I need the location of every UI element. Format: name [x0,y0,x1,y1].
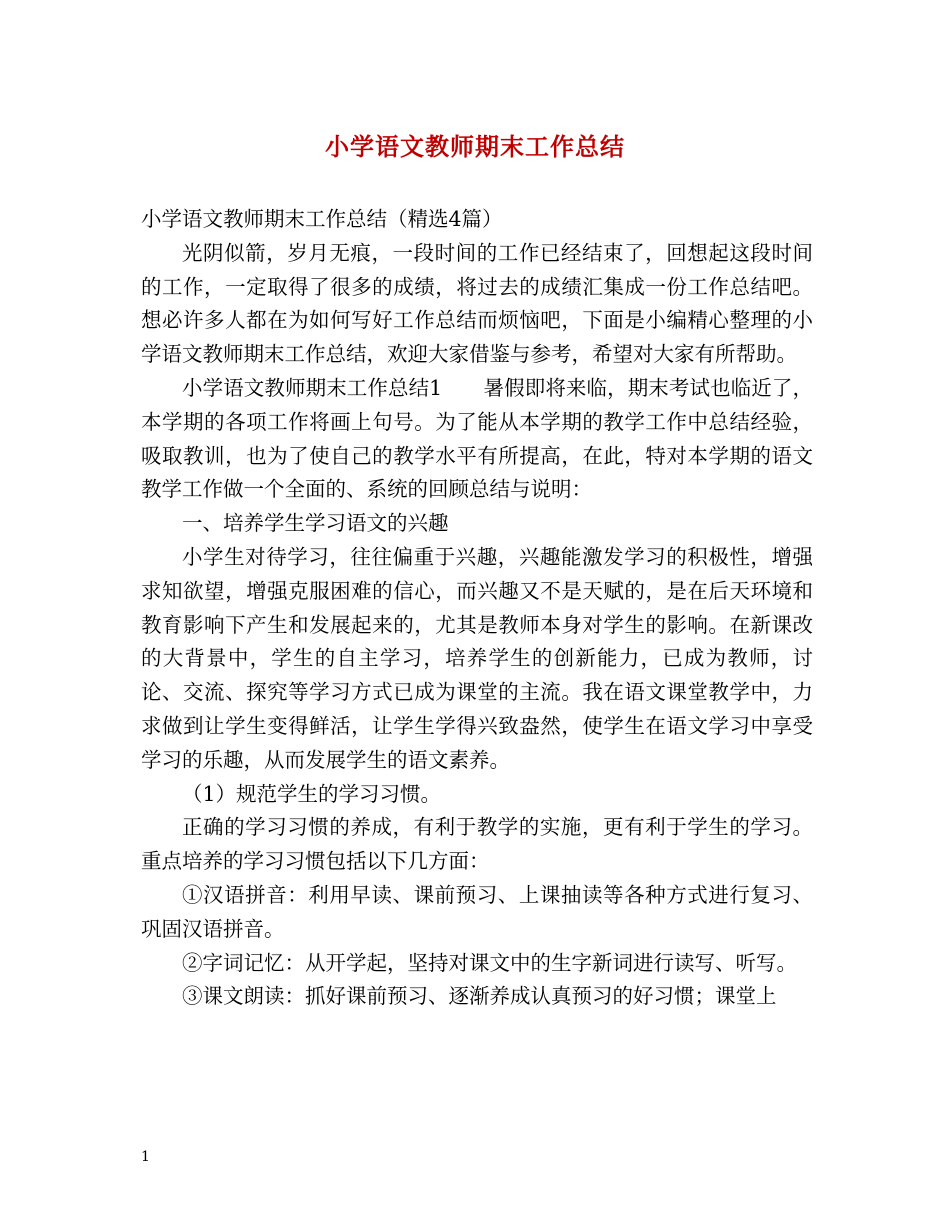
subsection-heading-1: （1）规范学生的学习习惯。 [182,781,442,806]
list-item-pinyin: ①汉语拼音：利用早读、课前预习、上课抽读等各种方式进行复习、巩固汉语拼音。 [141,882,813,941]
document-body [141,203,813,1014]
list-item-vocabulary: ②字词记忆：从开学起，坚持对课文中的生字新词进行读写、听写。 [182,950,797,975]
subtitle-line: 小学语文教师期末工作总结（精选4篇） [141,207,503,231]
list-item-reading: ③课文朗读：抓好课前预习、逐渐养成认真预习的好习惯；课堂上 [182,984,777,1009]
page-number: 1 [141,1149,150,1165]
intro-paragraph: 光阴似箭，岁月无痕，一段时间的工作已经结束了，回想起这段时间的工作，一定取得了很多的成绩，将过去的成绩汇集成一份工作总结吧。想必许多人都在为如何写好工作总结而烦恼吧，下面是小编精心整理的小学语文教师期末工作总结，欢迎大家借鉴与参考，希望对大家有所帮助。 [141,240,813,367]
summary-1-paragraph: 小学语文教师期末工作总结1 暑假即将来临，期末考试也临近了，本学期的各项工作将画上句号。为了能从本学期的教学工作中总结经验，吸取教训，也为了使自己的教学水平有所提高，在此，特对本学期的语文教学工作做一个全面的、系统的回顾总结与说明： [141,375,813,502]
habits-paragraph: 正确的学习习惯的养成，有利于教学的实施，更有利于学生的学习。重点培养的学习习惯包括以下几方面： [141,815,813,874]
section-heading-1: 一、培养学生学习语文的兴趣 [182,511,449,536]
interest-paragraph: 小学生对待学习，往往偏重于兴趣，兴趣能激发学习的积极性，增强求知欲望，增强克服困难的信心，而兴趣又不是天赋的，是在后天环境和教育影响下产生和发展起来的，尤其是教师本身对学生的影响。在新课改的大背景中，学生的自主学习，培养学生的创新能力，已成为教师，讨论、交流、探究等学习方式已成为课堂的主流。我在语文课堂教学中，力求做到让学生变得鲜活，让学生学得兴致盎然，使学生在语文学习中享受学习的乐趣，从而发展学生的语文素养。 [141,544,813,772]
document-title: 小学语文教师期末工作总结 [325,132,625,161]
